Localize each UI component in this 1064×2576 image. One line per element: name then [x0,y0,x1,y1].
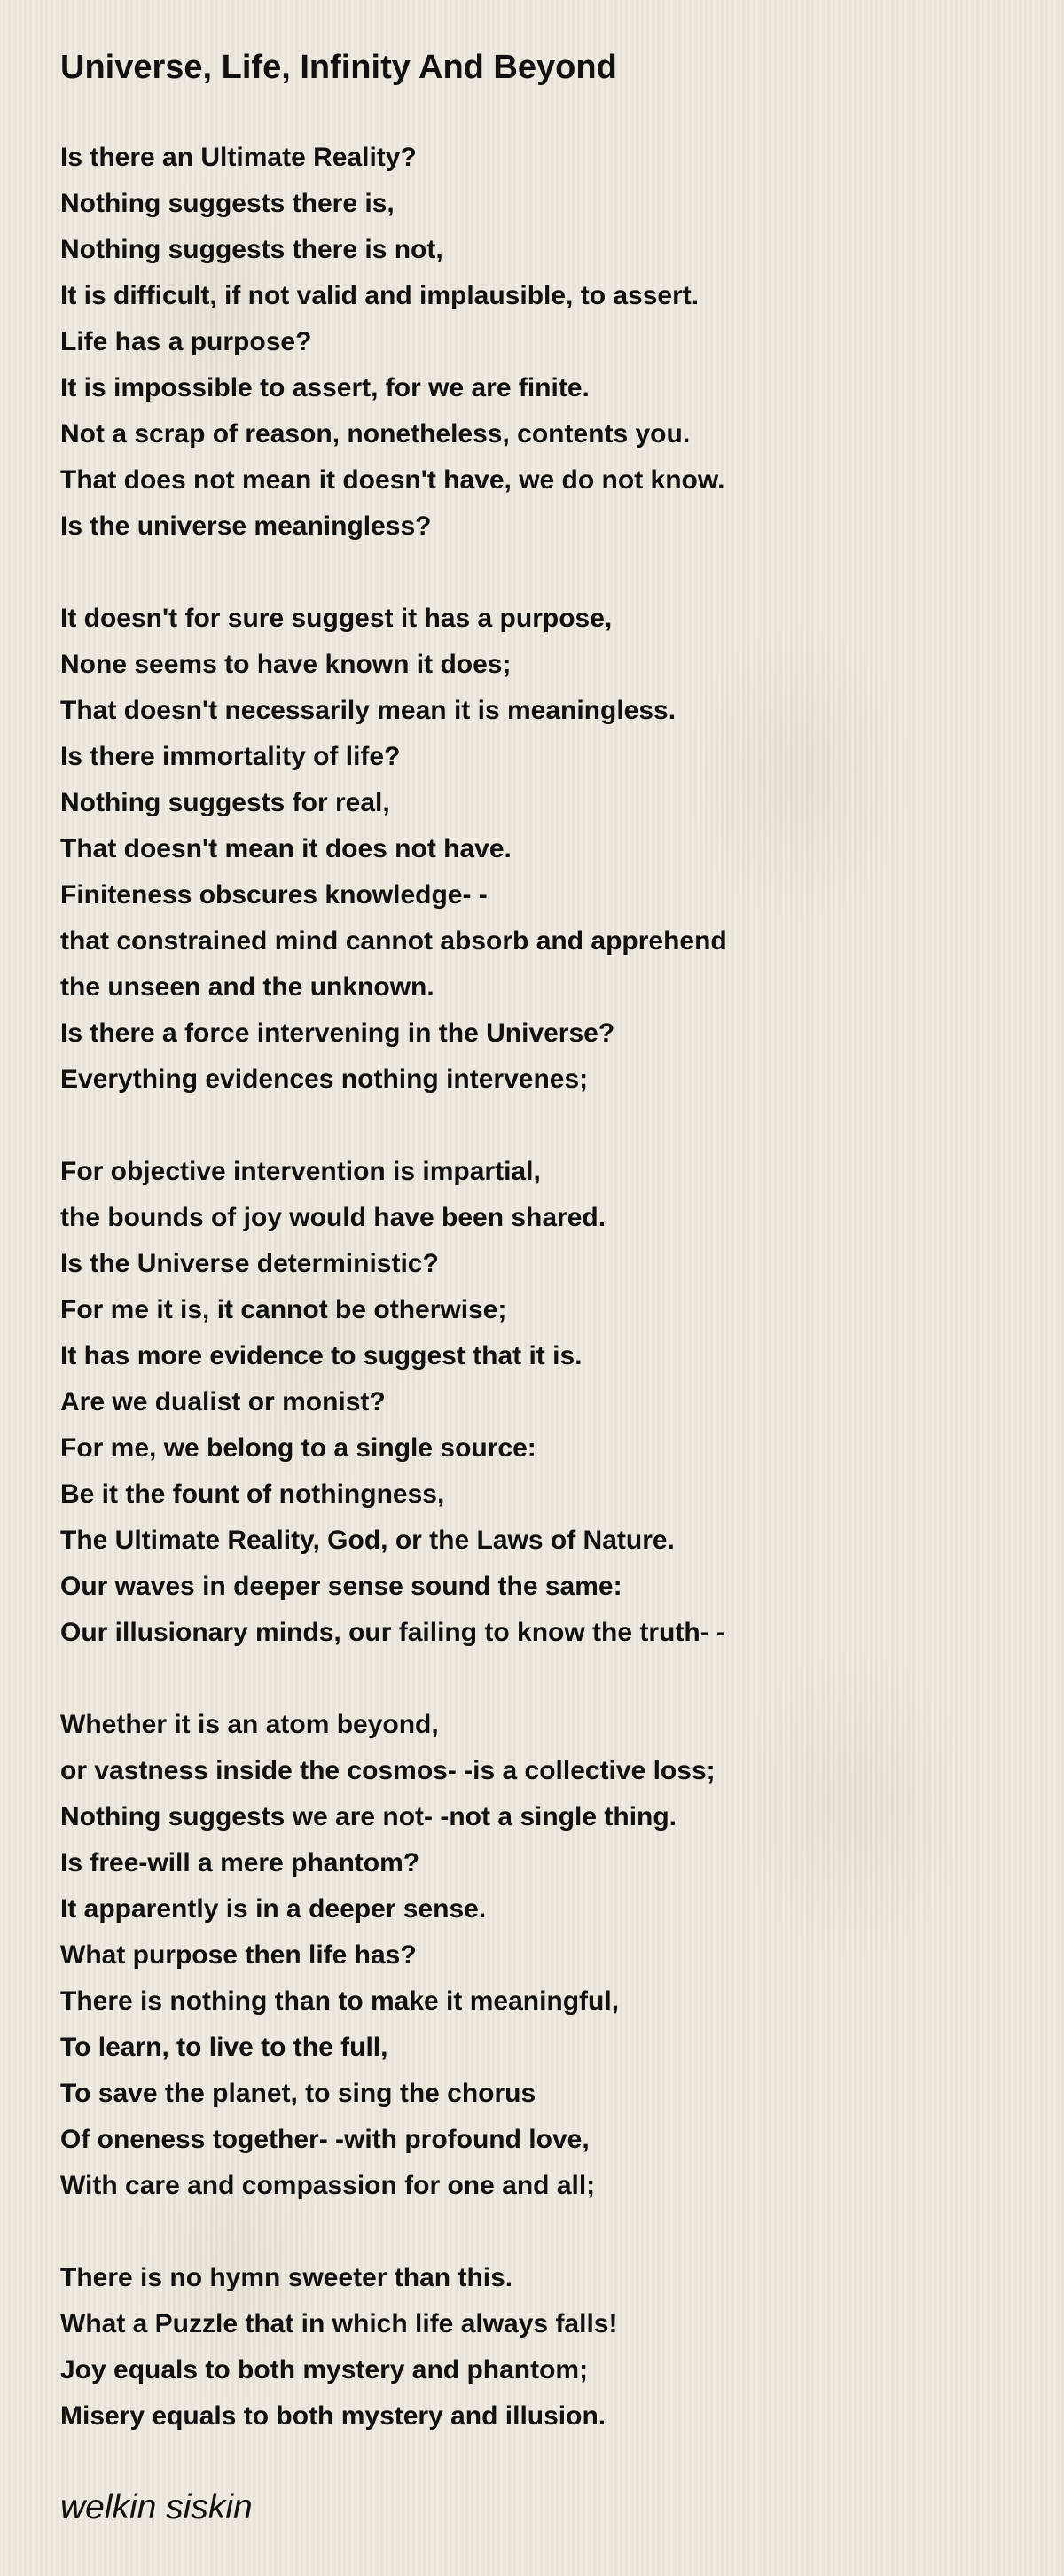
poem-line: Nothing suggests we are not- -not a single thing. [60,1802,677,1831]
poem-line: There is no hymn sweeter than this. [60,2263,513,2292]
poem-line: that constrained mind cannot absorb and apprehend [60,926,727,956]
poem-line: or vastness inside the cosmos- -is a collective loss; [60,1756,716,1785]
poem-line: To learn, to live to the full, [60,2033,388,2062]
poem-line: Is there an Ultimate Reality? [60,143,417,172]
poem-line: It doesn't for sure suggest it has a purpose, [60,604,613,633]
poem-stanza [60,596,1018,1103]
poem-line: Everything evidences nothing intervenes; [60,1065,589,1094]
poem-stanza [60,1149,1018,1656]
poem-stanza [60,1702,1018,2209]
poem-line: For objective intervention is impartial, [60,1157,541,1186]
poem-line: Not a scrap of reason, nonetheless, contents you. [60,419,691,449]
poem-line: Be it the fount of nothingness, [60,1479,445,1509]
poem-body [60,135,1018,2486]
poem-line: Nothing suggests there is not, [60,235,443,264]
poem-stanza [60,135,1018,550]
poem-line: It apparently is in a deeper sense. [60,1894,487,1924]
poem-line: Finiteness obscures knowledge- - [60,880,488,909]
poem-line: The Ultimate Reality, God, or the Laws of Nature. [60,1526,675,1555]
poem-line: For me, we belong to a single source: [60,1433,536,1463]
poem-line: For me it is, it cannot be otherwise; [60,1295,507,1324]
poem-line: Life has a purpose? [60,327,312,356]
poem-line: Of oneness together- -with profound love, [60,2125,590,2154]
poem-line: Is free-will a mere phantom? [60,1848,420,1877]
poem-line: What a Puzzle that in which life always falls! [60,2309,618,2338]
poem-line: There is nothing than to make it meaningful, [60,1987,620,2016]
poem-line: Is there a force intervening in the Universe? [60,1019,615,1048]
poem-line: Our waves in deeper sense sound the same: [60,1572,622,1601]
poem-line: Joy equals to both mystery and phantom; [60,2355,589,2385]
poem-line: That doesn't necessarily mean it is meaningless. [60,696,677,725]
poem-line: It is difficult, if not valid and implausible, to assert. [60,281,700,310]
poem-line: To save the planet, to sing the chorus [60,2079,536,2108]
poem-line: That doesn't mean it does not have. [60,834,512,863]
poem-line: Is there immortality of life? [60,742,401,771]
poem-line: Is the Universe deterministic? [60,1249,439,1278]
poem-line: Our illusionary minds, our failing to know the truth- - [60,1618,725,1647]
poem-line: Whether it is an atom beyond, [60,1710,439,1739]
poem-line: Nothing suggests for real, [60,788,390,817]
poem-line: Is the universe meaningless? [60,511,432,541]
poem-line: Are we dualist or monist? [60,1387,386,1417]
poem-title: Universe, Life, Infinity And Beyond [60,49,617,86]
poem-line: the unseen and the unknown. [60,972,434,1002]
poem-stanza [60,2255,1018,2439]
poem-line: Misery equals to both mystery and illusion. [60,2401,606,2431]
poem-author[interactable]: welkin siskin [60,2488,253,2526]
poem-line: Nothing suggests there is, [60,189,395,218]
poem-line: the bounds of joy would have been shared. [60,1203,606,1232]
poem-line: What purpose then life has? [60,1940,417,1970]
poem-line: It has more evidence to suggest that it is. [60,1341,583,1370]
poem-line: That does not mean it doesn't have, we do not know. [60,465,725,495]
poem-line: It is impossible to assert, for we are finite. [60,373,590,402]
poem-line: With care and compassion for one and all; [60,2171,596,2200]
poem-line: None seems to have known it does; [60,650,512,679]
